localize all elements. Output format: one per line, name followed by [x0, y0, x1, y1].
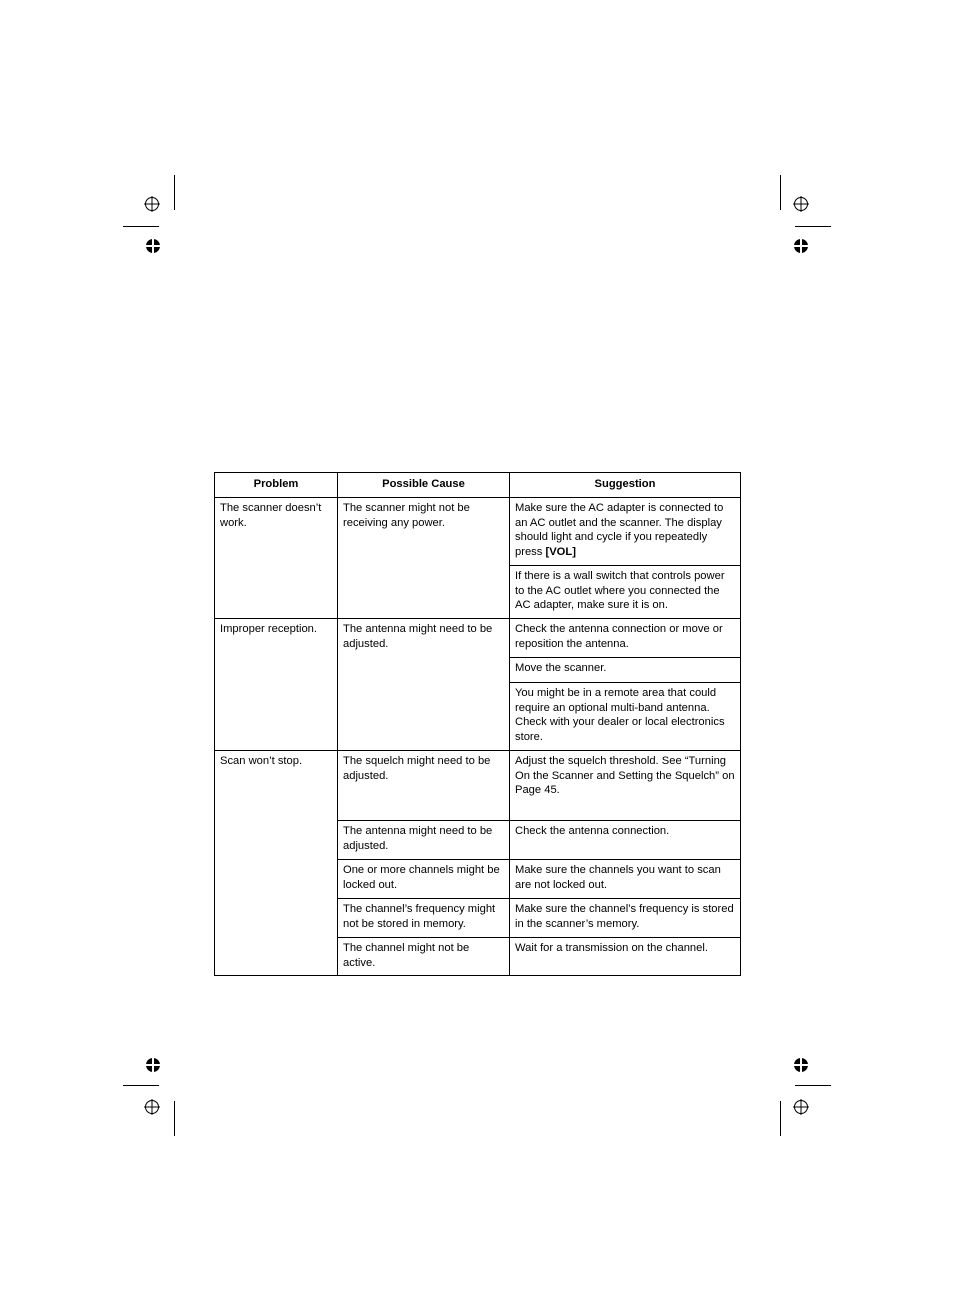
crop-line — [174, 1101, 175, 1136]
cause-cell: The channel’s frequency might not be stored in memory. — [338, 899, 510, 938]
problem-cell: Improper reception. — [215, 619, 338, 751]
header-problem: Problem — [215, 473, 338, 498]
crosshair-target-icon — [144, 196, 160, 212]
cause-cell: The squelch might need to be adjusted. — [338, 751, 510, 821]
problem-cell: The scanner doesn’t work. — [215, 498, 338, 619]
crop-line — [174, 175, 175, 210]
registration-dot-icon — [794, 239, 808, 253]
cause-cell: One or more channels might be locked out. — [338, 860, 510, 899]
suggestion-cell: Move the scanner. — [510, 658, 741, 683]
table-header-row — [215, 473, 741, 498]
header-suggestion: Suggestion — [510, 473, 741, 498]
registration-dot-icon — [794, 1058, 808, 1072]
cause-cell: The antenna might need to be adjusted. — [338, 821, 510, 860]
cause-cell: The channel might not be active. — [338, 938, 510, 976]
crosshair-target-icon — [793, 196, 809, 212]
crop-line — [123, 1085, 159, 1086]
registration-dot-icon — [146, 239, 160, 253]
crosshair-target-icon — [793, 1099, 809, 1115]
crop-line — [123, 226, 159, 227]
table-row — [215, 751, 741, 821]
crosshair-target-icon — [144, 1099, 160, 1115]
cause-cell: The scanner might not be receiving any power. — [338, 498, 510, 619]
suggestion-cell — [510, 498, 741, 566]
suggestion-cell: Wait for a transmission on the channel. — [510, 938, 741, 976]
vol-key-label: [VOL] — [545, 545, 576, 558]
troubleshooting-table — [214, 472, 741, 976]
crop-line — [780, 175, 781, 210]
cause-cell: The antenna might need to be adjusted. — [338, 619, 510, 751]
crop-line — [780, 1101, 781, 1136]
suggestion-cell: Adjust the squelch threshold. See “Turning On the Scanner and Setting the Squelch” on Page 45. — [510, 751, 741, 821]
suggestion-cell: You might be in a remote area that could require an optional multi-band antenna. Check with your dealer or local electronics store. — [510, 683, 741, 751]
suggestion-cell: If there is a wall switch that controls power to the AC outlet where you connected the AC adapter, make sure it is on. — [510, 566, 741, 619]
crop-line — [795, 1085, 831, 1086]
table-row — [215, 619, 741, 658]
suggestion-cell: Make sure the channels you want to scan are not locked out. — [510, 860, 741, 899]
suggestion-cell: Check the antenna connection or move or reposition the antenna. — [510, 619, 741, 658]
crop-line — [795, 226, 831, 227]
suggestion-cell: Check the antenna connection. — [510, 821, 741, 860]
suggestion-cell: Make sure the channel’s frequency is stored in the scanner’s memory. — [510, 899, 741, 938]
suggestion-text: Make sure the AC adapter is connected to an AC outlet and the scanner. The display should light and cycle if you repeatedly press — [515, 502, 724, 558]
table-row — [215, 498, 741, 566]
header-possible-cause: Possible Cause — [338, 473, 510, 498]
registration-dot-icon — [146, 1058, 160, 1072]
problem-cell: Scan won’t stop. — [215, 751, 338, 976]
